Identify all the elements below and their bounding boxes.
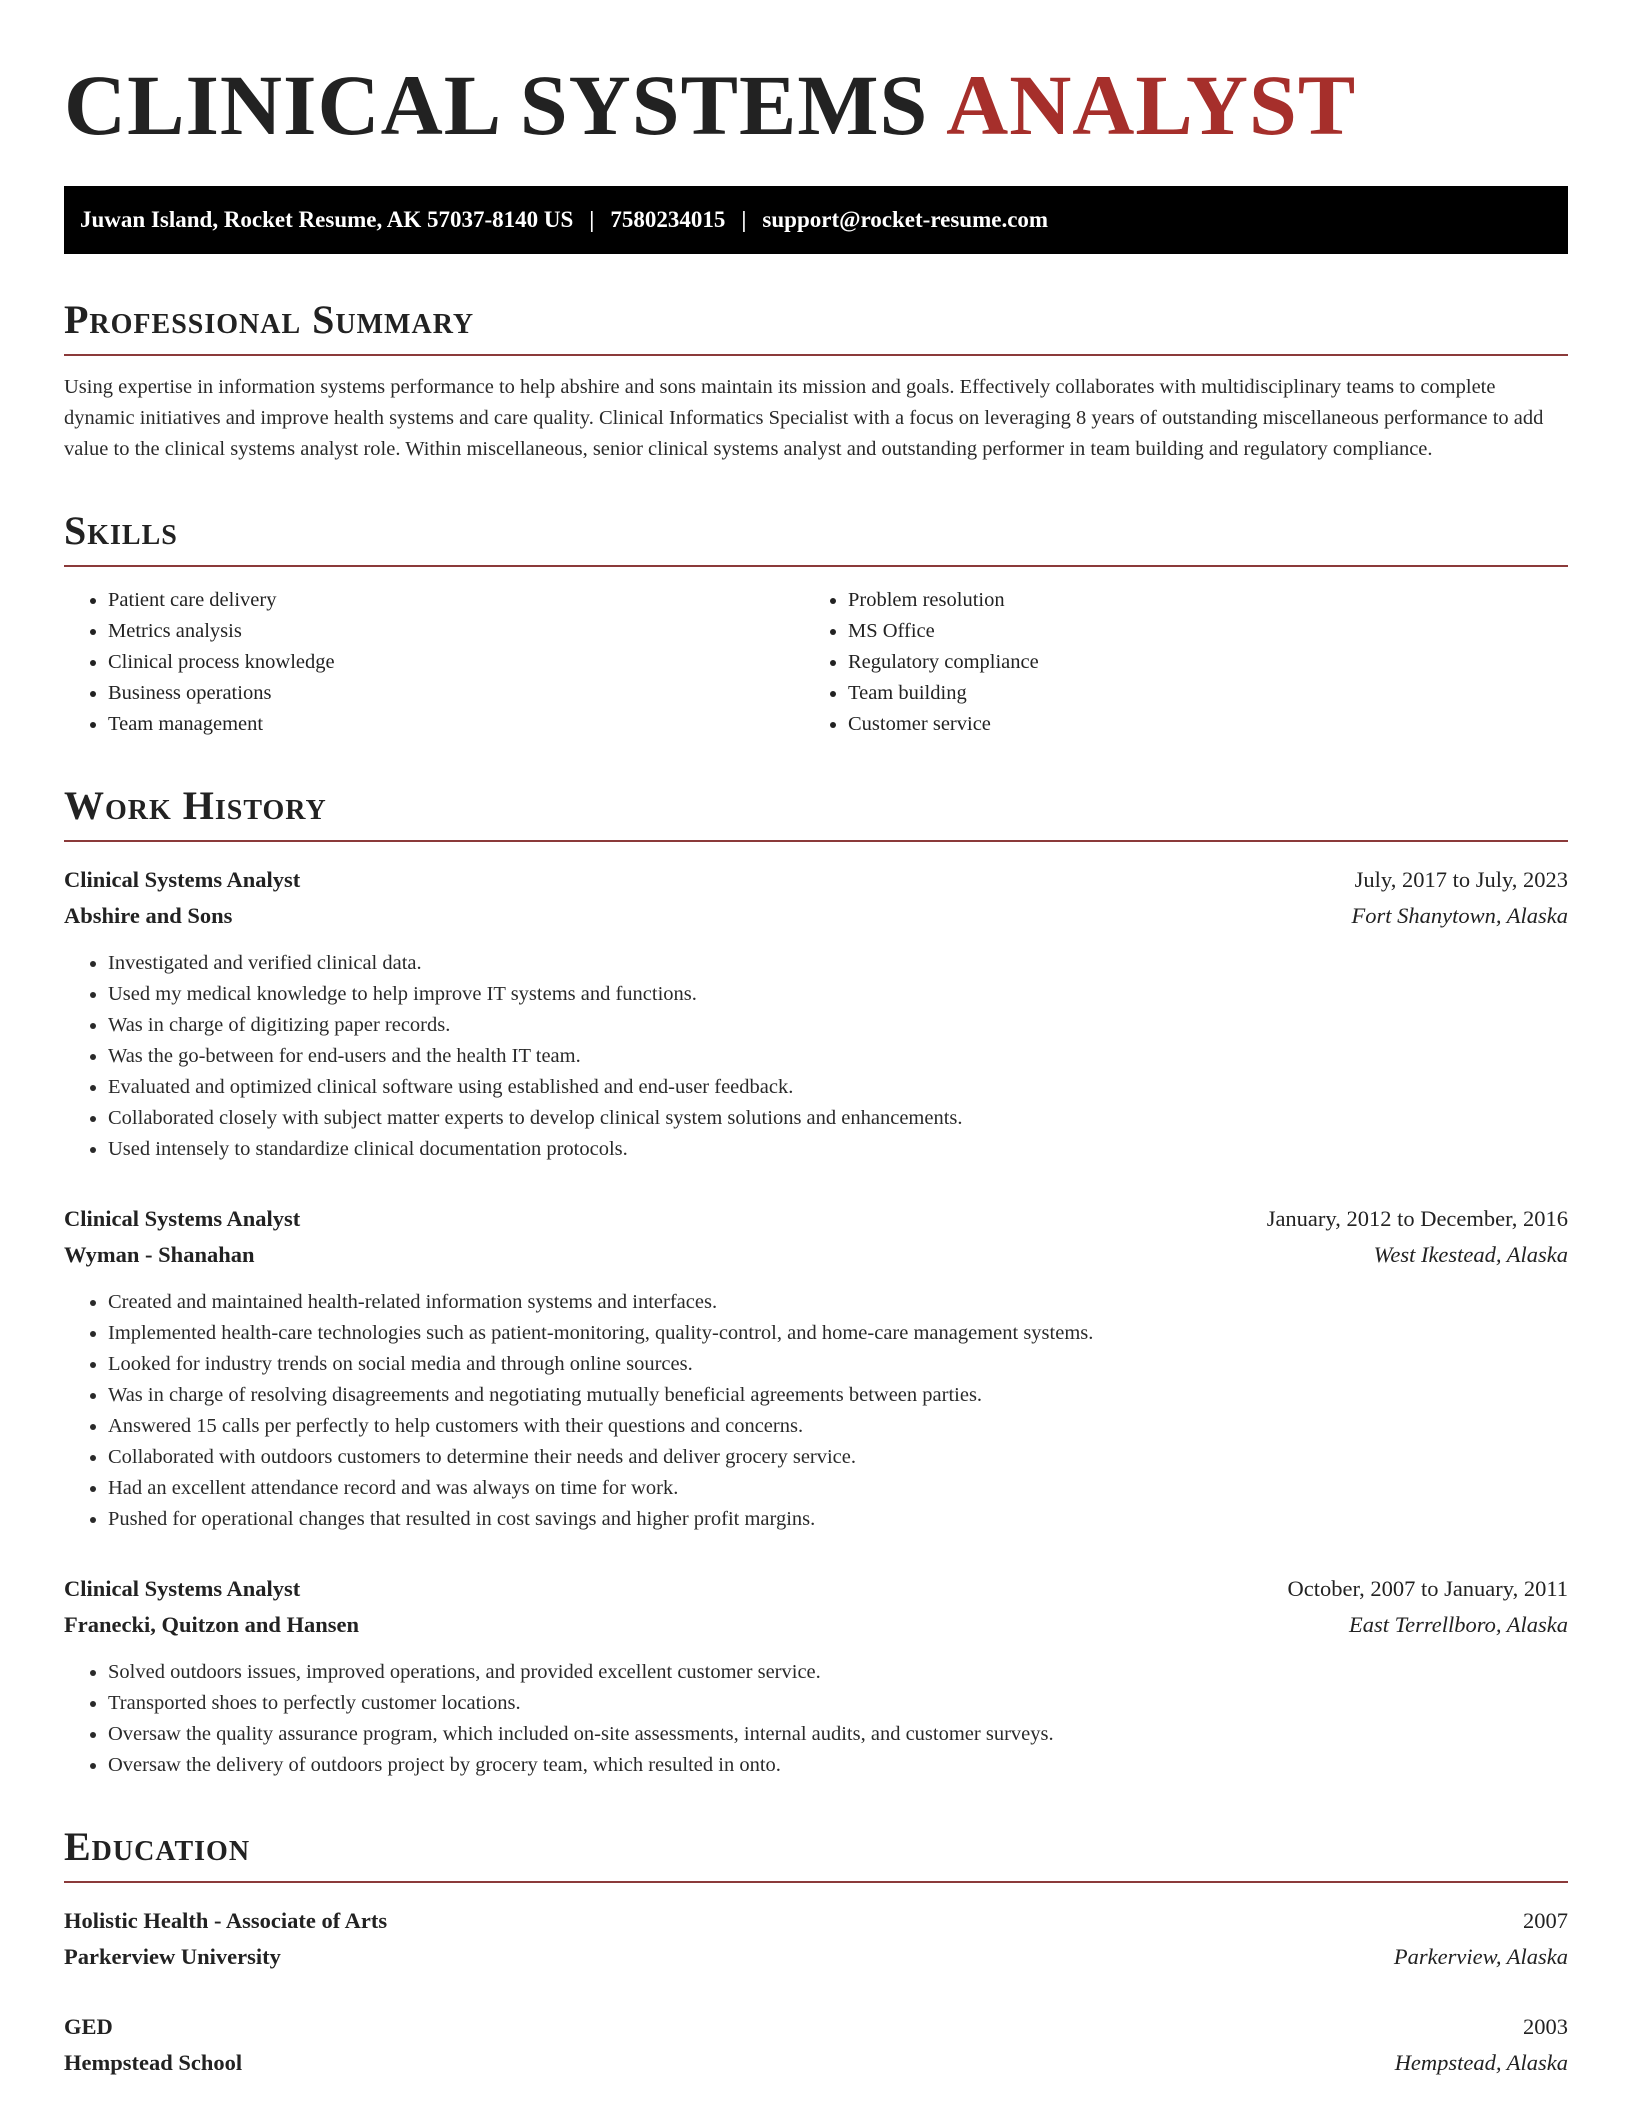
job-company: Franecki, Quitzon and Hansen xyxy=(64,1612,360,1637)
resume-title xyxy=(64,57,1568,153)
education-location: Parkerview, Alaska xyxy=(1393,1944,1568,1969)
job-bullet: • Oversaw the delivery of outdoors project by grocery team, which resulted in onto. xyxy=(108,1750,1568,1781)
job-title: Clinical Systems Analyst xyxy=(64,867,301,892)
summary-section xyxy=(64,297,1568,465)
job-bullet: • Pushed for operational changes that resulted in cost savings and higher profit margins. xyxy=(108,1504,1568,1535)
skill-item: • Team management xyxy=(108,709,804,740)
job-bullet: • Transported shoes to perfectly customer locations. xyxy=(108,1688,1568,1719)
education-degree: Holistic Health - Associate of Arts xyxy=(64,1908,388,1933)
job-bullet: • Was the go-between for end-users and the health IT team. xyxy=(108,1041,1568,1072)
work-history-heading: Work History xyxy=(64,786,1568,842)
job-header-row xyxy=(64,1201,1568,1237)
education-location: Hempstead, Alaska xyxy=(1394,2050,1568,2075)
skills-heading: Skills xyxy=(64,511,1568,567)
job-entry xyxy=(64,862,1568,1165)
job-bullet: • Used intensely to standardize clinical documentation protocols. xyxy=(108,1134,1568,1165)
job-company: Wyman - Shanahan xyxy=(64,1242,255,1267)
job-location: East Terrellboro, Alaska xyxy=(1349,1612,1568,1637)
skill-item: • Patient care delivery xyxy=(108,585,804,616)
skill-item: • Business operations xyxy=(108,678,804,709)
job-dates: July, 2017 to July, 2023 xyxy=(1354,867,1568,892)
summary-heading: Professional Summary xyxy=(64,300,1568,356)
education-year: 2007 xyxy=(1523,1908,1568,1933)
job-bullet: • Evaluated and optimized clinical software using established and end-user feedback. xyxy=(108,1072,1568,1103)
job-bullet: • Looked for industry trends on social media and through online sources. xyxy=(108,1349,1568,1380)
education-degree: GED xyxy=(64,2014,113,2039)
education-school: Hempstead School xyxy=(64,2050,243,2075)
education-school-row xyxy=(64,2045,1568,2081)
job-header-row xyxy=(64,862,1568,898)
education-degree-row xyxy=(64,1903,1568,1939)
job-entry xyxy=(64,1571,1568,1781)
job-bullets xyxy=(64,1287,1568,1535)
contact-email: support@rocket-resume.com xyxy=(762,207,1049,232)
job-bullet: • Was in charge of digitizing paper records. xyxy=(108,1010,1568,1041)
skills-left-list xyxy=(64,585,804,740)
contact-bar xyxy=(64,186,1568,254)
skill-item: • Team building xyxy=(848,678,1544,709)
education-entry xyxy=(64,1903,1568,1975)
education-degree-row xyxy=(64,2009,1568,2045)
job-bullet: • Had an excellent attendance record and was always on time for work. xyxy=(108,1473,1568,1504)
job-bullet: • Investigated and verified clinical data. xyxy=(108,948,1568,979)
contact-phone: 7580234015 xyxy=(610,207,726,232)
job-location: Fort Shanytown, Alaska xyxy=(1351,903,1568,928)
skill-item: • Problem resolution xyxy=(848,585,1544,616)
job-header-row xyxy=(64,1571,1568,1607)
job-bullet: • Collaborated with outdoors customers to determine their needs and deliver grocery service. xyxy=(108,1442,1568,1473)
contact-address: Juwan Island, Rocket Resume, AK 57037-8140 US xyxy=(80,207,574,232)
job-bullet: • Was in charge of resolving disagreements and negotiating mutually beneficial agreements between parties. xyxy=(108,1380,1568,1411)
job-entry xyxy=(64,1201,1568,1535)
skills-right-list xyxy=(804,585,1544,740)
job-bullet: • Solved outdoors issues, improved operations, and provided excellent customer service. xyxy=(108,1657,1568,1688)
job-company: Abshire and Sons xyxy=(64,903,233,928)
summary-text: Using expertise in information systems performance to help abshire and sons maintain its mission and goals. Effectively collaborates with multidisciplinary teams to complete dynamic initiatives and improve health systems and care quality. Clinical Informatics Specialist with a focus on leveraging 8 years of outstanding miscellaneous performance to add value to the clinical systems analyst role. Within miscellaneous, senior clinical systems analyst and outstanding performer in team building and regulatory compliance. xyxy=(64,376,1544,460)
job-location: West Ikestead, Alaska xyxy=(1373,1242,1568,1267)
contact-separator: | xyxy=(741,207,747,232)
work-history-section xyxy=(64,783,1568,1781)
skill-item: • Customer service xyxy=(848,709,1544,740)
job-title: Clinical Systems Analyst xyxy=(64,1576,301,1601)
contact-separator: | xyxy=(589,207,595,232)
job-bullets xyxy=(64,948,1568,1165)
job-bullet: • Used my medical knowledge to help improve IT systems and functions. xyxy=(108,979,1568,1010)
skills-columns xyxy=(64,585,1568,740)
job-company-row xyxy=(64,898,1568,934)
title-accent: ANALYST xyxy=(946,57,1357,153)
skills-section xyxy=(64,508,1568,740)
job-company-row xyxy=(64,1237,1568,1273)
job-company-row xyxy=(64,1607,1568,1643)
skill-item: • Clinical process knowledge xyxy=(108,647,804,678)
education-year: 2003 xyxy=(1523,2014,1568,2039)
skill-item: • Regulatory compliance xyxy=(848,647,1544,678)
job-bullet: • Oversaw the quality assurance program, which included on-site assessments, internal audits, and customer surveys. xyxy=(108,1719,1568,1750)
skill-item: • MS Office xyxy=(848,616,1544,647)
job-bullets xyxy=(64,1657,1568,1781)
job-dates: October, 2007 to January, 2011 xyxy=(1287,1576,1568,1601)
title-main: CLINICAL SYSTEMS xyxy=(64,57,929,153)
job-title: Clinical Systems Analyst xyxy=(64,1206,301,1231)
education-school: Parkerview University xyxy=(64,1944,281,1969)
skill-item: • Metrics analysis xyxy=(108,616,804,647)
job-bullet: • Collaborated closely with subject matter experts to develop clinical system solutions and enhancements. xyxy=(108,1103,1568,1134)
education-heading: Education xyxy=(64,1827,1568,1883)
job-dates: January, 2012 to December, 2016 xyxy=(1266,1206,1568,1231)
job-bullet: • Answered 15 calls per perfectly to help customers with their questions and concerns. xyxy=(108,1411,1568,1442)
education-entry xyxy=(64,2009,1568,2081)
education-school-row xyxy=(64,1939,1568,1975)
job-bullet: • Created and maintained health-related information systems and interfaces. xyxy=(108,1287,1568,1318)
job-bullet: • Implemented health-care technologies such as patient-monitoring, quality-control, and home-care management systems. xyxy=(108,1318,1568,1349)
education-section xyxy=(64,1824,1568,2081)
